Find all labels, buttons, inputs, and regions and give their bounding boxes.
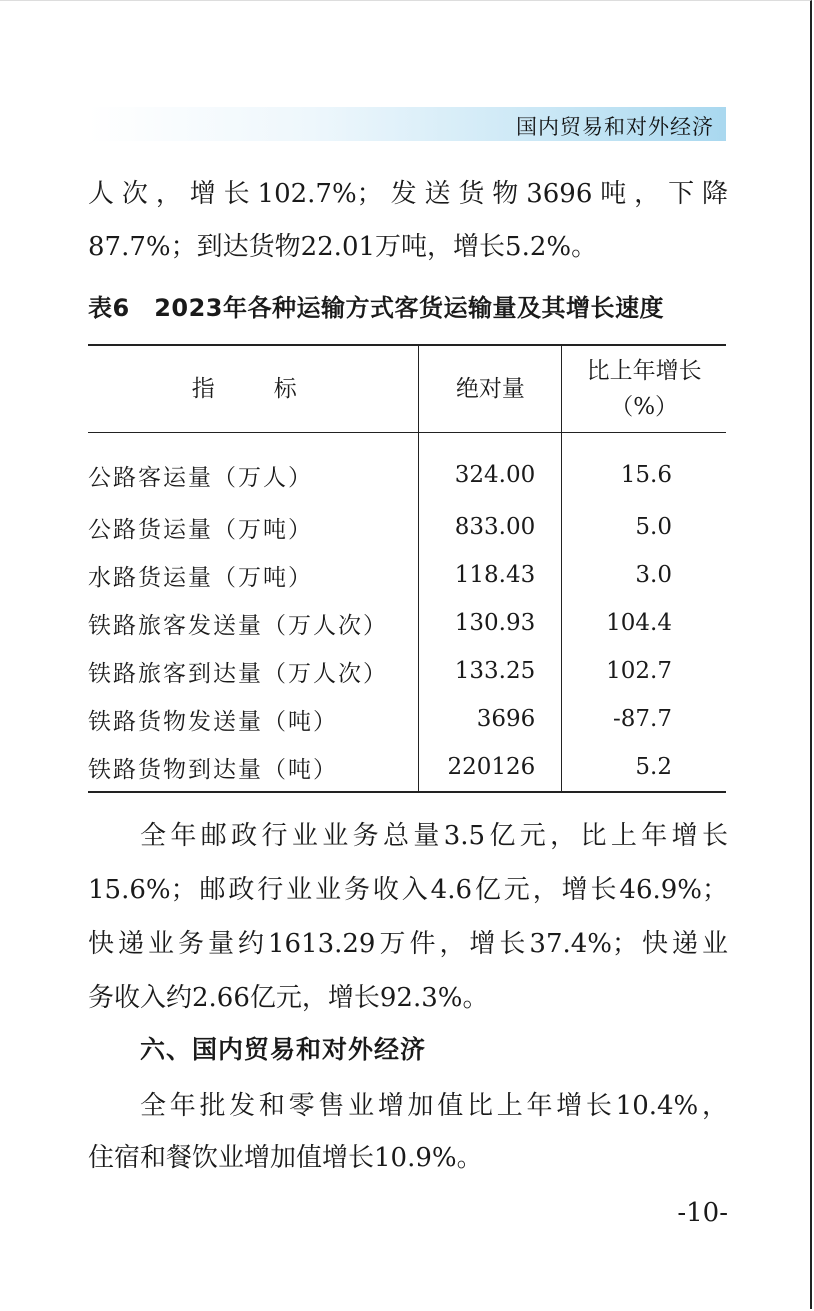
text-line: 务收入约2.66亿元，增长92.3%。 bbox=[88, 983, 489, 1013]
text-line: 住宿和餐饮业增加值增长10.9%。 bbox=[88, 1143, 483, 1173]
cell-indicator: 铁路旅客到达量（万人次） bbox=[88, 660, 388, 687]
cell-growth: 5.2 bbox=[635, 754, 672, 780]
text-line: 全年批发和零售业增加值比上年增长10.4%， bbox=[140, 1091, 728, 1121]
cell-absolute: 833.00 bbox=[419, 503, 562, 551]
table-row bbox=[88, 743, 726, 792]
cell-growth: 102.7 bbox=[606, 658, 672, 684]
header-title: 国内贸易和对外经济 bbox=[516, 115, 714, 139]
cell-indicator: 公路客运量（万人） bbox=[88, 464, 313, 491]
section-heading: 六、国内贸易和对外经济 bbox=[140, 1035, 427, 1064]
table-row bbox=[88, 433, 726, 504]
cell-growth: 3.0 bbox=[635, 562, 672, 588]
cell-absolute: 3696 bbox=[419, 695, 562, 743]
table-row bbox=[88, 599, 726, 647]
cell-absolute: 133.25 bbox=[419, 647, 562, 695]
table-row bbox=[88, 503, 726, 551]
text-line: 快递业务量约1613.29万件，增长37.4%；快递业 bbox=[88, 929, 728, 959]
text-line: 全年邮政行业业务总量3.5亿元，比上年增长 bbox=[140, 821, 728, 851]
text-line: 15.6%；邮政行业业务收入4.6亿元，增长46.9%； bbox=[88, 875, 728, 905]
header-absolute: 绝对量 bbox=[419, 345, 562, 433]
postal-paragraph bbox=[88, 810, 728, 1026]
cell-absolute: 118.43 bbox=[419, 551, 562, 599]
header-growth-line1: 比上年增长 bbox=[586, 358, 702, 384]
intro-paragraph bbox=[88, 168, 728, 274]
table-row bbox=[88, 551, 726, 599]
trade-paragraph bbox=[88, 1080, 728, 1184]
running-header bbox=[88, 107, 726, 141]
table-caption: 表6 2023年各种运输方式客货运输量及其增长速度 bbox=[88, 294, 664, 322]
table-header-row bbox=[88, 345, 726, 433]
header-growth-line2: （%） bbox=[610, 394, 679, 420]
cell-indicator: 水路货运量（万吨） bbox=[88, 564, 313, 591]
table-row bbox=[88, 647, 726, 695]
cell-absolute: 130.93 bbox=[419, 599, 562, 647]
cell-growth: 15.6 bbox=[620, 462, 672, 488]
cell-indicator: 铁路旅客发送量（万人次） bbox=[88, 612, 388, 639]
header-growth bbox=[562, 345, 726, 433]
header-indicator: 指 标 bbox=[191, 376, 315, 402]
table-row bbox=[88, 695, 726, 743]
cell-indicator: 公路货运量（万吨） bbox=[88, 516, 313, 543]
cell-growth: 5.0 bbox=[635, 514, 672, 540]
page-number: -10- bbox=[677, 1198, 728, 1228]
text-line: 人次，增长102.7%；发送货物3696吨，下降 bbox=[88, 179, 728, 209]
cell-absolute: 324.00 bbox=[419, 433, 562, 504]
cell-indicator: 铁路货物到达量（吨） bbox=[88, 756, 338, 783]
text-line: 87.7%；到达货物22.01万吨，增长5.2%。 bbox=[88, 232, 598, 262]
cell-indicator: 铁路货物发送量（吨） bbox=[88, 708, 338, 735]
cell-growth: -87.7 bbox=[613, 706, 672, 732]
cell-growth: 104.4 bbox=[606, 610, 672, 636]
transport-table bbox=[88, 344, 726, 793]
cell-absolute: 220126 bbox=[419, 743, 562, 792]
